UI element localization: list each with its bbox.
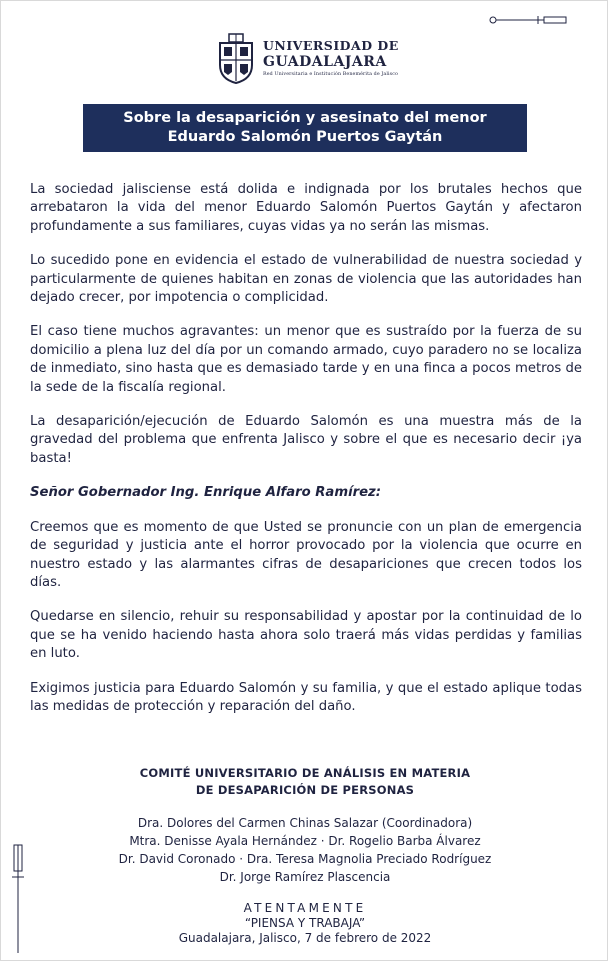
- committee-members: [1, 814, 608, 886]
- paragraph-2: Lo sucedido pone en evidencia el estado de vulnerabilidad de nuestra sociedad y particularmente de quienes habitan en zonas de violencia que las autoridades han dejado crecer, por impotencia o complicidad.: [30, 253, 582, 306]
- paragraph-5: Creemos que es momento de que Usted se pronuncie con un plan de emergencia de seguridad y justicia ante el horror provocado por la violencia que ocurre en nuestro estado y las alarmantes cifras de desapariciones que crecen todos los días.: [30, 519, 582, 590]
- title-line-1: Sobre la desaparición y asesinato del menor: [123, 110, 487, 126]
- logo-line-1: UNIVERSIDAD DE: [263, 38, 399, 54]
- member-line: Dra. Dolores del Carmen Chinas Salazar (Coordinadora): [137, 816, 473, 830]
- title-banner: [83, 104, 527, 152]
- paragraph-7: Exigimos justicia para Eduardo Salomón y su familia, y que el estado aplique todas las medidas de protección y reparación del daño.: [30, 680, 582, 714]
- addressee: Señor Gobernador Ing. Enrique Alfaro Ramírez:: [30, 485, 381, 501]
- atentamente: ATENTAMENTE: [243, 901, 367, 915]
- university-crest-icon: [217, 33, 255, 85]
- member-line: Dr. David Coronado · Dra. Teresa Magnolia Preciado Rodríguez: [118, 852, 492, 866]
- member-line: Dr. Jorge Ramírez Plascencia: [219, 870, 391, 884]
- decorative-vertical-ornament-icon: [11, 843, 25, 955]
- paragraph-6: Quedarse en silencio, rehuir su responsabilidad y apostar por la continuidad de lo que se ha venido haciendo hasta ahora solo traerá más vidas perdidas y familias en luto.: [30, 609, 582, 662]
- committee-title-line-1: COMITÉ UNIVERSITARIO DE ANÁLISIS EN MATERIA: [139, 766, 471, 780]
- paragraph-3: El caso tiene muchos agravantes: un menor que es sustraído por la fuerza de su domicilio a plena luz del día por un comando armado, cuyo paradero no se localiza de inmediato, sino hasta que es demasiado tarde y en una finca a pocos metros de la sede de la fiscalía regional.: [30, 324, 582, 395]
- committee-title: [1, 765, 608, 799]
- logo-subline: Red Universitaria e Institución Benemérita de Jalisco: [263, 71, 399, 77]
- committee-signature: [1, 765, 608, 946]
- committee-title-line-2: DE DESAPARICIÓN DE PERSONAS: [195, 783, 415, 797]
- place-date: Guadalajara, Jalisco, 7 de febrero de 2022: [178, 931, 432, 945]
- paragraph-1: La sociedad jalisciense está dolida e indignada por los brutales hechos que arrebataron la vida del menor Eduardo Salomón Puertos Gaytán y afectaron profundamente a sus familiares, cuyas vidas ya no serán las mismas.: [30, 182, 582, 234]
- title-line-2: Eduardo Salomón Puertos Gaytán: [167, 129, 443, 145]
- university-logo: [217, 31, 399, 87]
- member-line: Mtra. Denisse Ayala Hernández · Dr. Rogelio Barba Álvarez: [129, 834, 481, 848]
- logo-line-2: GUADALAJARA: [263, 53, 387, 70]
- letter-body: [30, 181, 582, 732]
- paragraph-4: La desaparición/ejecución de Eduardo Salomón es una muestra más de la gravedad del problema que enfrenta Jalisco y sobre el que es necesario decir ¡ya basta!: [30, 414, 582, 466]
- motto: “PIENSA Y TRABAJA”: [244, 916, 366, 930]
- decorative-line-ornament-icon: [489, 15, 569, 25]
- closing-block: [1, 901, 608, 946]
